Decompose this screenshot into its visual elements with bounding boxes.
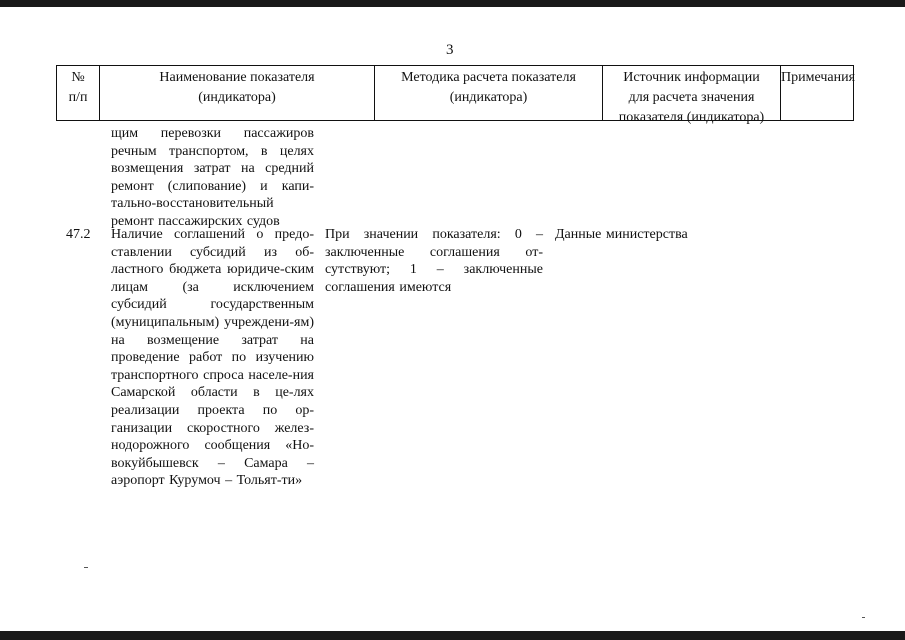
row-name-text: Наличие соглашений о предо-ставлении субсидий из об-ластного бюджета юридиче-ским лицам (за исключением субсидий государственным (муниципальным) учреждени-ям) на возмещение затрат на проведение работ по изучению транспортного спроса населе-ния Самарской области в це-лях реализации проекта по ор-ганизации скоростного желез-нодорожного сообщения «Но-вокуйбышевск – Самара – аэропорт Курумоч – Тольят-ти» — [111, 227, 314, 489]
header-number-line1: № — [71, 70, 85, 85]
page-number: 3 — [446, 42, 454, 58]
row-method-text: При значении показателя: 0 – заключенные соглашения от-сутствуют; 1 – заключенные соглашения имеются — [325, 227, 543, 295]
row-source-text: Данные министерства — [555, 227, 688, 242]
continuation-name-text: щим перевозки пассажиров речным транспортом, в целях возмещения затрат на средний ремонт (слипование) и капи-тально-восстановительный ремонт пассажирских судов — [111, 126, 314, 229]
header-cell-name — [100, 66, 375, 120]
scan-border-top — [0, 0, 905, 7]
scan-speck-2 — [862, 617, 865, 618]
header-source-line3: показателя (индикатора) — [618, 110, 765, 125]
header-cell-source — [603, 66, 781, 125]
header-method-line2: (индикатора) — [449, 90, 528, 105]
row-number: 47.2 — [66, 227, 91, 242]
header-cell-number — [57, 66, 100, 120]
header-cell-method — [375, 66, 603, 120]
header-notes-line1: Примечания — [781, 70, 856, 85]
header-name-line1: Наименование показателя — [159, 70, 315, 85]
scan-border-bottom — [0, 631, 905, 640]
table-header — [56, 65, 856, 125]
header-source-line1: Источник информации — [623, 70, 760, 85]
header-cell-notes — [781, 66, 856, 120]
header-source-line2: для расчета значения — [628, 90, 755, 105]
header-number-line2: п/п — [68, 90, 88, 105]
header-method-line1: Методика расчета показателя — [401, 70, 576, 85]
header-name-line2: (индикатора) — [198, 90, 276, 105]
scan-speck — [84, 567, 88, 568]
